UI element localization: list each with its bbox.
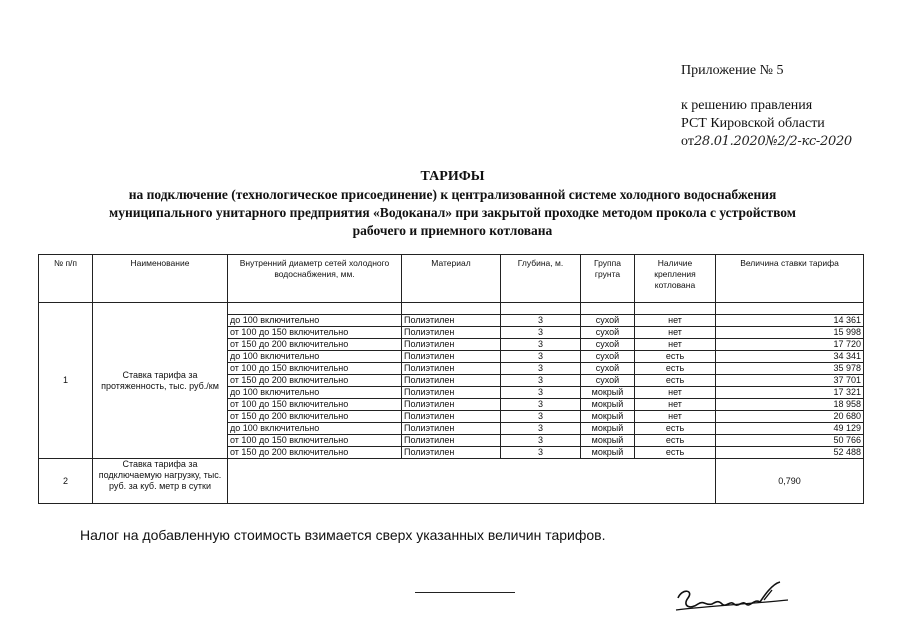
rate-cell: 20 680 <box>716 411 864 423</box>
depth-cell: 3 <box>501 327 581 339</box>
diameter-cell: до 100 включительно <box>228 315 402 327</box>
header-depth: Глубина, м. <box>501 255 581 303</box>
appendix-authority: РСТ Кировской области <box>681 116 825 131</box>
vat-note: Налог на добавленную стоимость взимается сверх указанных величин тарифов. <box>80 527 606 543</box>
shoring-cell: есть <box>635 375 716 387</box>
header-number: № п/п <box>39 255 93 303</box>
title-line-4: рабочего и приемного котлована <box>352 223 553 238</box>
diameter-cell: от 100 до 150 включительно <box>228 435 402 447</box>
soil-cell: сухой <box>581 351 635 363</box>
rate-cell: 49 129 <box>716 423 864 435</box>
diameter-cell: от 150 до 200 включительно <box>228 375 402 387</box>
material-cell: Полиэтилен <box>402 447 501 459</box>
rate-cell: 18 958 <box>716 399 864 411</box>
material-cell: Полиэтилен <box>402 423 501 435</box>
diameter-cell: до 100 включительно <box>228 423 402 435</box>
shoring-cell: есть <box>635 447 716 459</box>
header-rate: Величина ставки тарифа <box>716 255 864 303</box>
material-cell: Полиэтилен <box>402 339 501 351</box>
header-shoring: Наличие крепления котлована <box>635 255 716 303</box>
diameter-cell: от 100 до 150 включительно <box>228 363 402 375</box>
shoring-cell: есть <box>635 351 716 363</box>
header-soil-group: Группа грунта <box>581 255 635 303</box>
row1-number: 1 <box>39 303 93 459</box>
rate-cell: 14 361 <box>716 315 864 327</box>
depth-cell: 3 <box>501 363 581 375</box>
shoring-cell: нет <box>635 387 716 399</box>
shoring-cell: есть <box>635 423 716 435</box>
shoring-cell: есть <box>635 363 716 375</box>
depth-cell: 3 <box>501 375 581 387</box>
rate-cell: 52 488 <box>716 447 864 459</box>
depth-cell: 3 <box>501 435 581 447</box>
soil-cell: мокрый <box>581 411 635 423</box>
diameter-cell: от 150 до 200 включительно <box>228 411 402 423</box>
appendix-date-prefix: от <box>681 134 694 149</box>
rate-cell: 34 341 <box>716 351 864 363</box>
title-heading: ТАРИФЫ <box>420 169 485 184</box>
material-cell: Полиэтилен <box>402 327 501 339</box>
diameter-cell: от 100 до 150 включительно <box>228 399 402 411</box>
row2-name: Ставка тарифа за подключаемую нагрузку, тыс. руб. за куб. метр в сутки <box>93 459 228 504</box>
shoring-cell: нет <box>635 411 716 423</box>
rate-cell: 50 766 <box>716 435 864 447</box>
soil-cell: мокрый <box>581 399 635 411</box>
title-line-3: муниципального унитарного предприятия «Водоканал» при закрытой проходке методом прокола с устройством <box>109 205 796 220</box>
tariff-table <box>38 254 864 504</box>
depth-cell: 3 <box>501 411 581 423</box>
depth-cell: 3 <box>501 339 581 351</box>
diameter-cell: от 150 до 200 включительно <box>228 447 402 459</box>
soil-cell: мокрый <box>581 435 635 447</box>
rate-cell: 15 998 <box>716 327 864 339</box>
shoring-cell: нет <box>635 399 716 411</box>
signature <box>668 576 798 616</box>
shoring-cell: есть <box>635 435 716 447</box>
diameter-cell: до 100 включительно <box>228 351 402 363</box>
document-title <box>40 168 865 240</box>
material-cell: Полиэтилен <box>402 399 501 411</box>
rate-cell: 17 321 <box>716 387 864 399</box>
soil-cell: сухой <box>581 327 635 339</box>
title-line-2: на подключение (технологическое присоединение) к централизованной системе холодного водоснабжения <box>128 187 777 202</box>
soil-cell: мокрый <box>581 387 635 399</box>
material-cell: Полиэтилен <box>402 411 501 423</box>
depth-cell: 3 <box>501 387 581 399</box>
material-cell: Полиэтилен <box>402 315 501 327</box>
shoring-cell: нет <box>635 339 716 351</box>
rate-cell: 17 720 <box>716 339 864 351</box>
depth-cell: 3 <box>501 351 581 363</box>
depth-cell: 3 <box>501 447 581 459</box>
table-row <box>39 303 864 315</box>
appendix-date-line <box>681 133 852 151</box>
diameter-cell: от 100 до 150 включительно <box>228 327 402 339</box>
header-material: Материал <box>402 255 501 303</box>
soil-cell: сухой <box>581 339 635 351</box>
appendix-number: Приложение № 5 <box>681 63 784 78</box>
header-name: Наименование <box>93 255 228 303</box>
soil-cell: мокрый <box>581 447 635 459</box>
appendix-handwritten-date: 28.01.2020№2/2-кс-2020 <box>693 134 852 149</box>
diameter-cell: от 150 до 200 включительно <box>228 339 402 351</box>
rate-cell: 35 978 <box>716 363 864 375</box>
soil-cell: мокрый <box>581 423 635 435</box>
shoring-cell: нет <box>635 327 716 339</box>
table-header-row <box>39 255 864 303</box>
rate-cell: 37 701 <box>716 375 864 387</box>
row2-number: 2 <box>39 459 93 504</box>
material-cell: Полиэтилен <box>402 375 501 387</box>
soil-cell: сухой <box>581 363 635 375</box>
row1-name: Ставка тарифа за протяженность, тыс. руб./км <box>93 303 228 459</box>
soil-cell: сухой <box>581 315 635 327</box>
material-cell: Полиэтилен <box>402 363 501 375</box>
depth-cell: 3 <box>501 399 581 411</box>
material-cell: Полиэтилен <box>402 387 501 399</box>
soil-cell: сухой <box>581 375 635 387</box>
material-cell: Полиэтилен <box>402 435 501 447</box>
header-diameter: Внутренний диаметр сетей холодного водоснабжения, мм. <box>228 255 402 303</box>
appendix-block <box>681 62 852 151</box>
depth-cell: 3 <box>501 423 581 435</box>
table-row-load <box>39 459 864 504</box>
appendix-decision: к решению правления <box>681 98 813 113</box>
depth-cell: 3 <box>501 315 581 327</box>
shoring-cell: нет <box>635 315 716 327</box>
row2-value: 0,790 <box>716 459 864 504</box>
diameter-cell: до 100 включительно <box>228 387 402 399</box>
separator-line <box>415 592 515 593</box>
material-cell: Полиэтилен <box>402 351 501 363</box>
